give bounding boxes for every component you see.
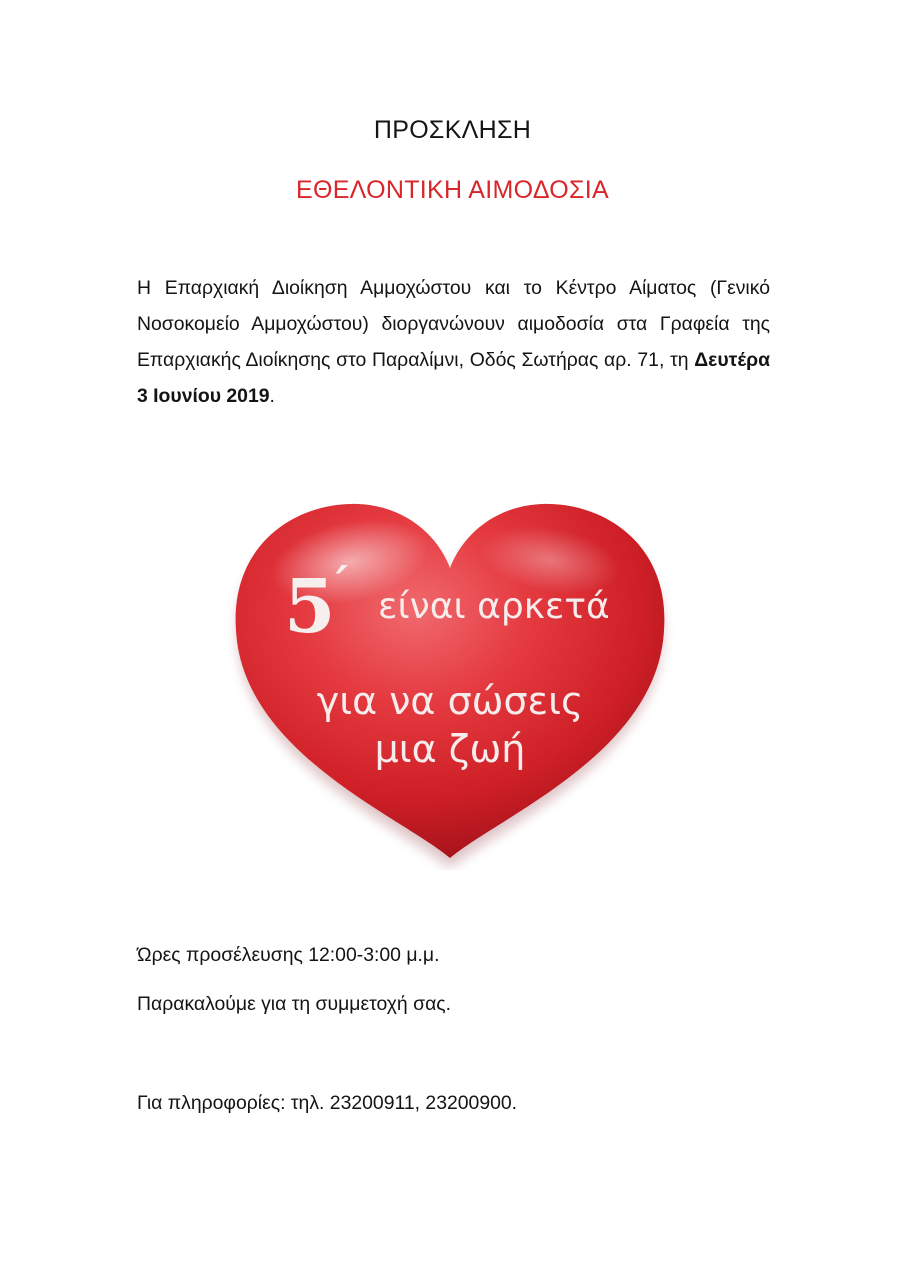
intro-text: Η Επαρχιακή Διοίκηση Αμμοχώστου και το Κέντρο Αίματος (Γενικό Νοσοκομείο Αμμοχώστου) διοργανώνουν αιμοδοσία στα Γραφεία της Επαρχιακής Διοίκησης στο Παραλίμνι, Οδός Σωτήρας αρ. 71, τη — [137, 277, 770, 371]
contact-info: Για πληροφορίες: τηλ. 23200911, 23200900. — [137, 1092, 518, 1114]
heart-icon — [200, 470, 700, 870]
thanks-note: Παρακαλούμε για τη συμμετοχή σας. — [137, 993, 452, 1015]
heart-line-2: για να σώσεις — [316, 679, 584, 723]
event-date: Δευτέρα 3 Ιουνίου 2019 — [137, 349, 770, 407]
heart-line-1: είναι αρκετά — [378, 586, 610, 627]
intro-end: . — [269, 385, 275, 407]
heart-number: 5 — [284, 564, 336, 650]
intro-paragraph — [137, 270, 770, 414]
page-subtitle: ΕΘΕΛΟΝΤΙΚΗ ΑΙΜΟΔΟΣΙΑ — [295, 176, 610, 204]
attendance-hours: Ώρες προσέλευσης 12:00-3:00 μ.μ. — [137, 944, 440, 966]
heart-line-3: μια ζωή — [374, 727, 526, 771]
heart-graphic — [200, 470, 700, 870]
page-title: ΠΡΟΣΚΛΗΣΗ — [373, 116, 532, 144]
heart-prime: ΄ — [328, 559, 351, 613]
